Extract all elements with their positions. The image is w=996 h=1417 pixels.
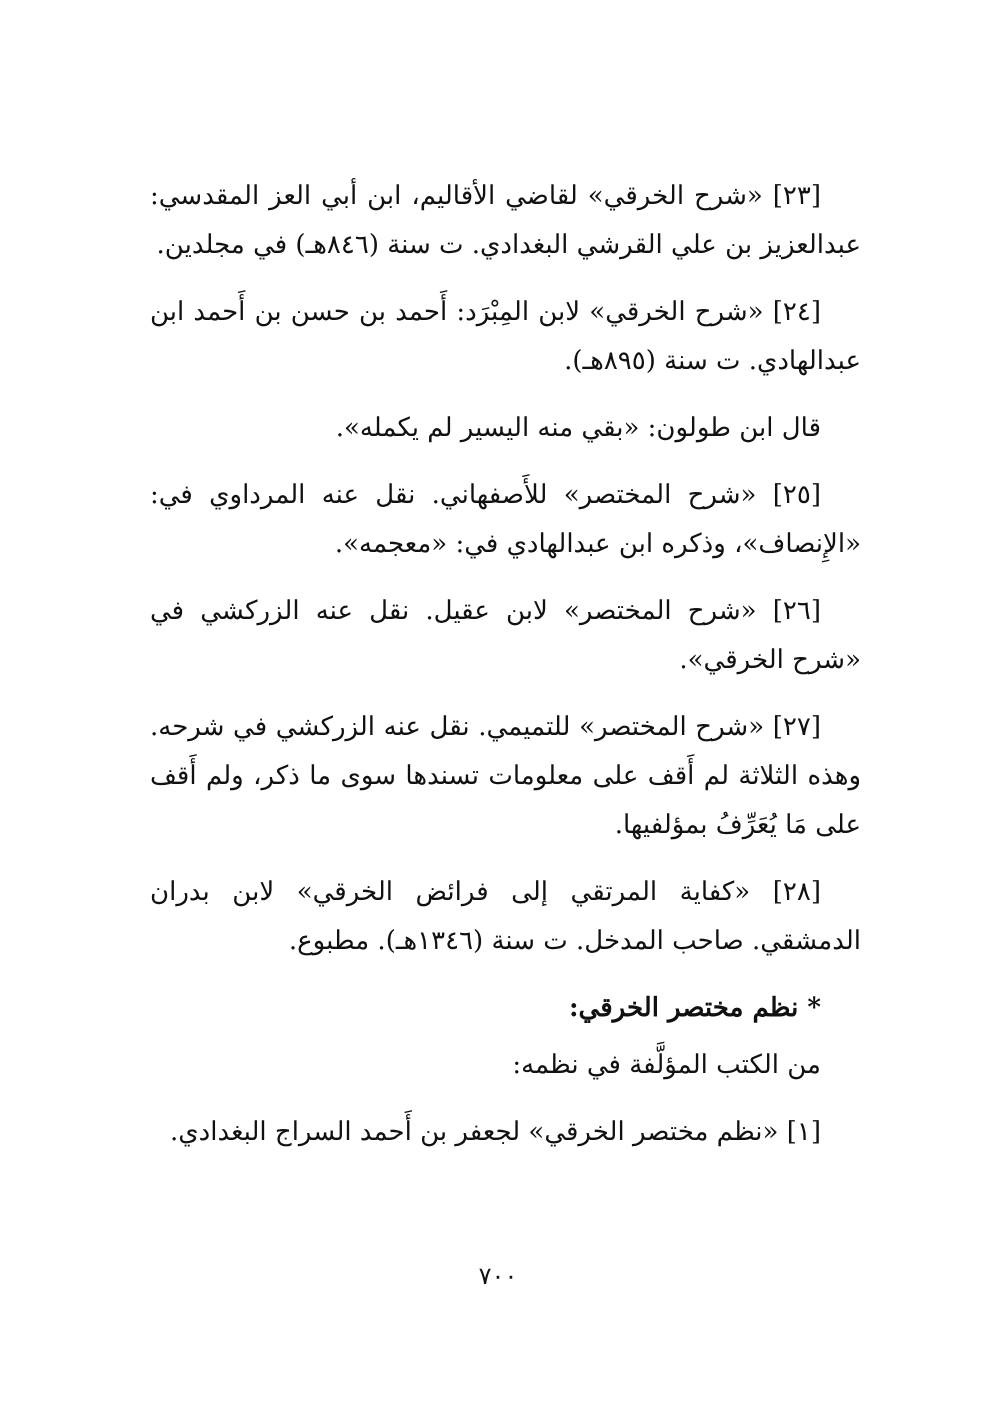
- entry-text: «كفاية المرتقي إلى فرائض الخرقي» لابن بدران الدمشقي. صاحب المدخل. ت سنة (١٣٤٦هـ). مطبوع.: [150, 877, 861, 956]
- entry-text: «شرح الخرقي» لابن المِبْرَد: أَحمد بن حسن بن أَحمد ابن عبدالهادي. ت سنة (٨٩٥هـ).: [150, 297, 861, 376]
- entry-number: [٢٧]: [772, 712, 821, 742]
- entry-number: [٢٤]: [772, 297, 821, 327]
- page-number: ٧٠٠: [478, 1262, 518, 1290]
- entry-1: [150, 1108, 861, 1157]
- entry-text: «شرح المختصر» للأَصفهاني. نقل عنه المرداوي في: «الإِنصاف»، وذكره ابن عبدالهادي في: «معجمه».: [150, 480, 861, 559]
- entry-text: «شرح المختصر» لابن عقيل. نقل عنه الزركشي في «شرح الخرقي».: [150, 596, 861, 675]
- section-intro: من الكتب المؤلَّفة في نظمه:: [512, 1050, 821, 1080]
- entry-number: [١]: [786, 1117, 821, 1147]
- page-body: [150, 172, 861, 1175]
- entry-text: قال ابن طولون: «بقي منه اليسير لم يكمله».: [335, 413, 821, 443]
- entry-23: [150, 172, 861, 270]
- quote-ibn-tulun: [150, 404, 861, 453]
- entry-28: [150, 868, 861, 966]
- entry-text: «نظم مختصر الخرقي» لجعفر بن أَحمد السراج البغدادي.: [170, 1117, 779, 1147]
- entry-number: [٢٨]: [772, 877, 821, 907]
- entry-27: [150, 703, 861, 850]
- entry-24: [150, 288, 861, 386]
- entry-text: «شرح الخرقي» لقاضي الأقاليم، ابن أبي العز المقدسي: عبدالعزيز بن علي القرشي البغدادي. ت سنة (٨٤٦هـ) في مجلدين.: [150, 181, 861, 260]
- entry-number: [٢٥]: [772, 480, 822, 510]
- entry-number: [٢٣]: [772, 181, 821, 211]
- entry-25: [150, 471, 861, 569]
- entry-number: [٢٦]: [772, 596, 821, 626]
- entry-26: [150, 587, 861, 685]
- section-heading: * نظم مختصر الخرقي:: [568, 993, 821, 1023]
- entry-text: «شرح المختصر» للتميمي. نقل عنه الزركشي في شرحه. وهذه الثلاثة لم أَقف على معلومات تسندها سوى ما ذكر، ولم أَقف على مَا يُعَرِّفُ بمؤلفيها.: [150, 712, 861, 840]
